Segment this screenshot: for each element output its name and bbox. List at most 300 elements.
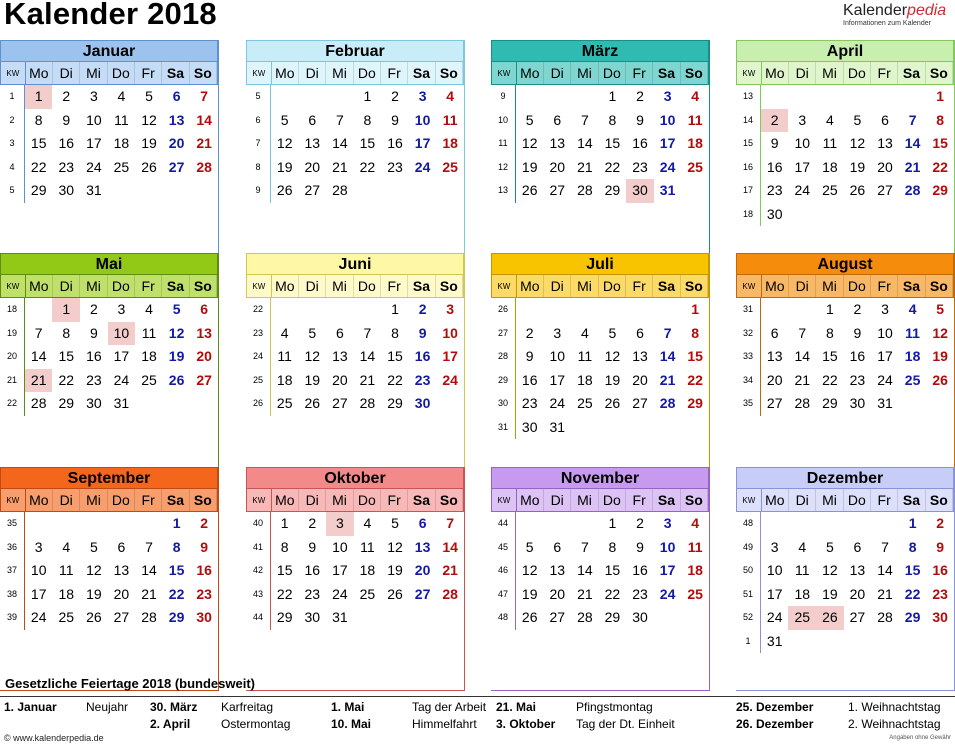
day-cell: 22 [822, 371, 838, 388]
day-cell: 13 [549, 135, 566, 151]
week-row [246, 109, 464, 133]
day-cell: 24 [659, 585, 676, 602]
day-cell: 5 [308, 324, 317, 341]
day-cell: 7 [34, 324, 43, 341]
day-cell: 19 [387, 562, 403, 578]
day-cell: 27 [414, 585, 431, 602]
day-cell: 12 [822, 562, 838, 578]
weekday-header: Di [299, 62, 326, 84]
empty-day-cell [571, 85, 599, 109]
empty-day-cell [816, 85, 844, 109]
week-row [736, 583, 954, 607]
day-cell: 30 [304, 609, 321, 625]
day-cell: 26 [521, 182, 538, 198]
day-cell: 25 [687, 585, 703, 602]
day-cell: 25 [141, 371, 157, 388]
weekday-header: Di [789, 489, 816, 511]
day-cell: 8 [391, 324, 399, 341]
week-row [736, 345, 954, 369]
weekday-header: So [681, 275, 708, 297]
day-cell: 13 [196, 324, 212, 341]
day-cell: 5 [825, 538, 834, 555]
week-row [491, 369, 709, 393]
week-row [0, 85, 218, 109]
week-row [246, 583, 464, 607]
day-cell: 7 [200, 88, 209, 104]
day-cell: 21 [442, 562, 458, 578]
day-cell: 12 [521, 135, 538, 151]
holiday-name: Pfingstmontag [576, 700, 653, 714]
day-cell: 25 [577, 395, 593, 411]
holidays-list [0, 696, 955, 733]
day-cell: 13 [632, 348, 648, 364]
day-cell: 27 [196, 371, 212, 388]
empty-day-cell [626, 416, 654, 440]
day-cell: 23 [58, 158, 75, 175]
day-cell: 29 [604, 609, 621, 625]
week-number: 2 [0, 109, 25, 133]
day-cell: 31 [332, 609, 348, 625]
day-cell: 1 [391, 301, 399, 317]
day-cell: 4 [145, 301, 153, 317]
empty-day-cell [761, 298, 789, 322]
day-cell: 15 [687, 348, 703, 364]
day-cell: 23 [86, 371, 102, 388]
week-number: 10 [491, 109, 516, 133]
day-cell: 6 [770, 324, 779, 341]
day-cell: 3 [117, 301, 126, 317]
day-cell: 27 [877, 182, 893, 198]
day-cell: 28 [442, 585, 458, 602]
week-row [736, 369, 954, 393]
day-cell: 1 [608, 88, 617, 104]
week-row [736, 606, 954, 630]
page-title: Kalender 2018 [4, 0, 217, 31]
week-row [736, 85, 954, 109]
week-number: 44 [491, 512, 516, 536]
empty-day-cell [571, 416, 599, 440]
weekday-header: Sa [653, 489, 680, 511]
weekday-header: Do [108, 62, 135, 84]
day-cell: 24 [766, 609, 783, 625]
day-cell: 18 [58, 585, 75, 602]
week-row [0, 583, 218, 607]
week-number: 15 [736, 132, 761, 156]
day-cell: 11 [141, 324, 157, 341]
day-cell: 17 [414, 135, 431, 151]
week-row [246, 85, 464, 109]
day-cell: 26 [816, 606, 844, 630]
day-cell: 10 [877, 324, 893, 341]
weekday-header: Mi [80, 62, 107, 84]
day-cell: 24 [794, 182, 811, 198]
day-cell: 28 [577, 609, 593, 625]
week-number: 9 [491, 85, 516, 109]
day-cell: 27 [549, 182, 566, 198]
day-cell: 18 [442, 135, 458, 151]
weekday-header: So [926, 275, 953, 297]
day-cell: 7 [145, 538, 153, 555]
day-cell: 4 [580, 324, 589, 341]
day-cell: 19 [86, 585, 102, 602]
day-cell: 18 [822, 158, 838, 175]
footer-url[interactable]: © www.kalenderpedia.de [4, 733, 104, 743]
day-cell: 12 [141, 111, 157, 128]
day-cell: 3 [770, 538, 779, 555]
week-number: 52 [736, 606, 761, 630]
weekday-header: So [436, 489, 463, 511]
day-cell: 22 [604, 158, 621, 175]
weekday-header: Di [789, 62, 816, 84]
empty-day-cell [436, 606, 464, 630]
weekday-header: Do [354, 62, 381, 84]
day-cell: 21 [577, 585, 593, 602]
holiday-date: 2. April [150, 717, 191, 731]
weekday-header: Do [354, 275, 381, 297]
month-dezember [736, 467, 955, 691]
weekday-header: Sa [162, 489, 189, 511]
week-number: 18 [0, 298, 25, 322]
day-cell: 31 [549, 418, 566, 435]
week-number: 16 [736, 156, 761, 180]
weekday-header: Mo [26, 489, 53, 511]
day-cell: 26 [141, 158, 157, 175]
holiday-name: 2. Weihnachtstag [848, 717, 941, 731]
week-row [246, 606, 464, 630]
day-cell: 17 [659, 562, 676, 578]
weekday-header: So [436, 275, 463, 297]
kw-header: KW [737, 275, 762, 297]
day-cell: 13 [168, 111, 185, 128]
day-cell: 15 [58, 348, 75, 364]
week-number: 13 [491, 179, 516, 203]
empty-day-cell [190, 179, 218, 203]
empty-day-cell [871, 85, 899, 109]
weekday-header: Di [544, 489, 571, 511]
week-number: 48 [736, 512, 761, 536]
day-cell: 14 [196, 111, 212, 128]
day-cell: 3 [326, 512, 354, 536]
day-cell: 7 [908, 111, 917, 128]
week-row [736, 156, 954, 180]
day-cell: 26 [304, 395, 321, 411]
weekday-header: Mi [326, 62, 353, 84]
kw-header: KW [492, 489, 517, 511]
weekday-header: Mo [517, 275, 544, 297]
holiday-name: Karfreitag [221, 700, 274, 714]
weekday-header: Do [599, 275, 626, 297]
day-cell: 10 [442, 324, 458, 341]
weekday-header: Sa [408, 62, 435, 84]
day-cell: 24 [332, 585, 348, 602]
weekday-header: Fr [381, 275, 408, 297]
weekday-header: Mo [26, 275, 53, 297]
day-cell: 21 [904, 158, 921, 175]
day-cell: 23 [387, 158, 403, 175]
day-cell: 31 [877, 395, 893, 411]
day-cell: 27 [332, 395, 348, 411]
day-cell: 16 [632, 562, 648, 578]
weekday-header: Mi [571, 489, 598, 511]
weekday-header: Mi [80, 489, 107, 511]
day-cell: 12 [521, 562, 538, 578]
month-märz [491, 40, 710, 264]
week-row [0, 392, 218, 416]
weekday-header: Mo [272, 62, 299, 84]
weekday-header: Di [789, 275, 816, 297]
week-number: 35 [736, 392, 761, 416]
week-number: 7 [246, 132, 271, 156]
day-cell: 14 [442, 538, 458, 555]
day-cell: 12 [387, 538, 403, 555]
day-cell: 16 [414, 348, 431, 364]
day-cell: 19 [276, 158, 293, 175]
week-number: 1 [736, 630, 761, 654]
weekday-header: Fr [135, 275, 162, 297]
week-row [246, 559, 464, 583]
day-cell: 29 [58, 395, 75, 411]
logo-text: Kalenderpedia [843, 2, 947, 19]
week-row [491, 536, 709, 560]
month-juni [246, 253, 465, 477]
day-cell: 4 [117, 88, 126, 104]
month-november [491, 467, 710, 691]
day-cell: 29 [168, 609, 185, 625]
empty-day-cell [844, 630, 872, 654]
week-row [246, 369, 464, 393]
month-title: Oktober [246, 467, 464, 489]
day-cell: 6 [308, 111, 317, 128]
day-cell: 11 [59, 562, 74, 578]
empty-day-cell [788, 203, 816, 227]
day-cell: 28 [359, 395, 376, 411]
day-cell: 17 [549, 371, 566, 388]
day-cell: 26 [387, 585, 403, 602]
weekday-header: Di [53, 275, 80, 297]
week-number: 11 [491, 132, 516, 156]
day-cell: 14 [659, 348, 676, 364]
day-cell: 3 [418, 88, 427, 104]
day-cell: 18 [794, 585, 811, 602]
day-cell: 29 [387, 395, 403, 411]
week-row [491, 298, 709, 322]
day-cell: 26 [86, 609, 102, 625]
day-cell: 13 [414, 538, 431, 555]
empty-day-cell [761, 512, 789, 536]
empty-day-cell [543, 512, 571, 536]
weekday-header: Mo [762, 62, 789, 84]
day-cell: 23 [632, 585, 648, 602]
day-cell: 24 [442, 371, 458, 388]
month-juli [491, 253, 710, 477]
week-number: 29 [491, 369, 516, 393]
day-cell: 30 [196, 609, 212, 625]
day-cell: 8 [363, 111, 372, 128]
empty-day-cell [926, 630, 954, 654]
weekday-header: Sa [898, 489, 925, 511]
holiday-name: 1. Weihnachtstag [848, 700, 941, 714]
holiday-date: 1. Mai [331, 700, 365, 714]
week-row [736, 512, 954, 536]
empty-day-cell [354, 606, 382, 630]
day-cell: 10 [332, 538, 348, 555]
day-cell: 2 [200, 515, 209, 531]
day-cell: 3 [881, 301, 889, 317]
day-cell: 8 [936, 111, 945, 128]
week-number: 37 [0, 559, 25, 583]
day-cell: 31 [86, 182, 102, 198]
month-oktober [246, 467, 465, 691]
day-cell: 25 [687, 158, 703, 175]
day-cell: 29 [30, 182, 47, 198]
day-cell: 24 [877, 371, 893, 388]
weekday-header: Di [53, 489, 80, 511]
day-cell: 3 [553, 324, 562, 341]
day-cell: 4 [446, 88, 455, 104]
day-cell: 12 [604, 348, 621, 364]
empty-day-cell [788, 85, 816, 109]
weekday-header: Sa [408, 275, 435, 297]
day-cell: 9 [636, 111, 644, 128]
week-row [491, 559, 709, 583]
week-number: 27 [491, 322, 516, 346]
weekday-header: Fr [381, 62, 408, 84]
day-cell: 31 [659, 182, 676, 198]
day-cell: 30 [521, 418, 538, 435]
day-cell: 15 [604, 562, 621, 578]
day-cell: 11 [114, 111, 129, 128]
day-cell: 1 [908, 515, 917, 531]
day-cell: 19 [521, 158, 538, 175]
kw-header: KW [1, 489, 26, 511]
day-cell: 27 [849, 609, 866, 625]
day-cell: 6 [881, 111, 889, 128]
day-cell: 27 [304, 182, 321, 198]
weekday-header: Sa [898, 62, 925, 84]
day-cell: 14 [332, 135, 348, 151]
kw-header: KW [1, 62, 26, 84]
day-cell: 15 [30, 135, 47, 151]
day-cell: 22 [359, 158, 376, 175]
week-row [0, 536, 218, 560]
day-cell: 14 [577, 135, 593, 151]
holiday-name: Himmelfahrt [412, 717, 477, 731]
week-row [736, 392, 954, 416]
empty-day-cell [25, 512, 53, 536]
month-august [736, 253, 955, 477]
day-cell: 23 [521, 395, 538, 411]
day-cell: 5 [525, 538, 534, 555]
day-cell: 17 [442, 348, 458, 364]
weekday-header: Mi [571, 62, 598, 84]
day-cell: 28 [332, 182, 348, 198]
day-cell: 11 [277, 348, 292, 364]
weekday-header: Mo [272, 489, 299, 511]
day-cell: 27 [168, 158, 185, 175]
week-number: 23 [246, 322, 271, 346]
day-cell: 19 [849, 158, 866, 175]
empty-day-cell [761, 85, 789, 109]
day-cell: 3 [34, 538, 43, 555]
month-title: Januar [0, 40, 218, 62]
weekday-header: Fr [135, 489, 162, 511]
day-cell: 18 [113, 135, 130, 151]
empty-day-cell [163, 179, 191, 203]
day-cell: 19 [141, 135, 157, 151]
day-cell: 15 [822, 348, 838, 364]
weekday-header: Sa [162, 62, 189, 84]
day-cell: 16 [932, 562, 948, 578]
empty-day-cell [844, 85, 872, 109]
day-cell: 16 [632, 135, 648, 151]
empty-day-cell [871, 203, 899, 227]
week-row [246, 132, 464, 156]
day-cell: 28 [904, 182, 921, 198]
day-cell: 5 [89, 538, 98, 555]
day-cell: 9 [89, 324, 98, 341]
day-cell: 15 [932, 135, 948, 151]
empty-day-cell [899, 85, 927, 109]
empty-day-cell [571, 298, 599, 322]
week-row [246, 392, 464, 416]
day-cell: 4 [280, 324, 289, 341]
day-cell: 15 [276, 562, 293, 578]
day-cell: 30 [849, 395, 866, 411]
weekday-header: Mo [762, 489, 789, 511]
weekday-header: Mi [80, 275, 107, 297]
empty-day-cell [626, 298, 654, 322]
day-cell: 3 [446, 301, 455, 317]
day-cell: 13 [304, 135, 321, 151]
day-cell: 5 [280, 111, 289, 128]
day-cell: 29 [932, 182, 948, 198]
holiday-date: 10. Mai [331, 717, 372, 731]
kalenderpedia-logo[interactable] [843, 2, 951, 28]
empty-day-cell [816, 203, 844, 227]
empty-day-cell [788, 512, 816, 536]
day-cell: 11 [687, 538, 703, 555]
empty-day-cell [135, 392, 163, 416]
day-cell: 4 [825, 111, 834, 128]
day-cell: 28 [577, 182, 593, 198]
week-number: 38 [0, 583, 25, 607]
week-row [491, 392, 709, 416]
day-cell: 9 [62, 111, 71, 128]
day-cell: 30 [626, 179, 654, 203]
month-title: Februar [246, 40, 464, 62]
day-cell: 7 [881, 538, 889, 555]
weekday-header: Mo [26, 62, 53, 84]
day-cell: 12 [276, 135, 293, 151]
kw-header: KW [247, 489, 272, 511]
week-number: 51 [736, 583, 761, 607]
weekday-header: Mi [816, 275, 843, 297]
day-cell: 26 [932, 371, 948, 388]
empty-day-cell [788, 298, 816, 322]
day-cell: 13 [849, 562, 866, 578]
week-number: 3 [0, 132, 25, 156]
day-cell: 21 [332, 158, 348, 175]
day-cell: 28 [659, 395, 676, 411]
day-cell: 8 [34, 111, 43, 128]
day-cell: 18 [687, 135, 703, 151]
week-row [0, 109, 218, 133]
day-cell: 9 [525, 348, 534, 364]
day-cell: 2 [761, 109, 789, 133]
day-cell: 30 [932, 609, 948, 625]
day-cell: 9 [936, 538, 945, 555]
weekday-header: Mi [816, 489, 843, 511]
